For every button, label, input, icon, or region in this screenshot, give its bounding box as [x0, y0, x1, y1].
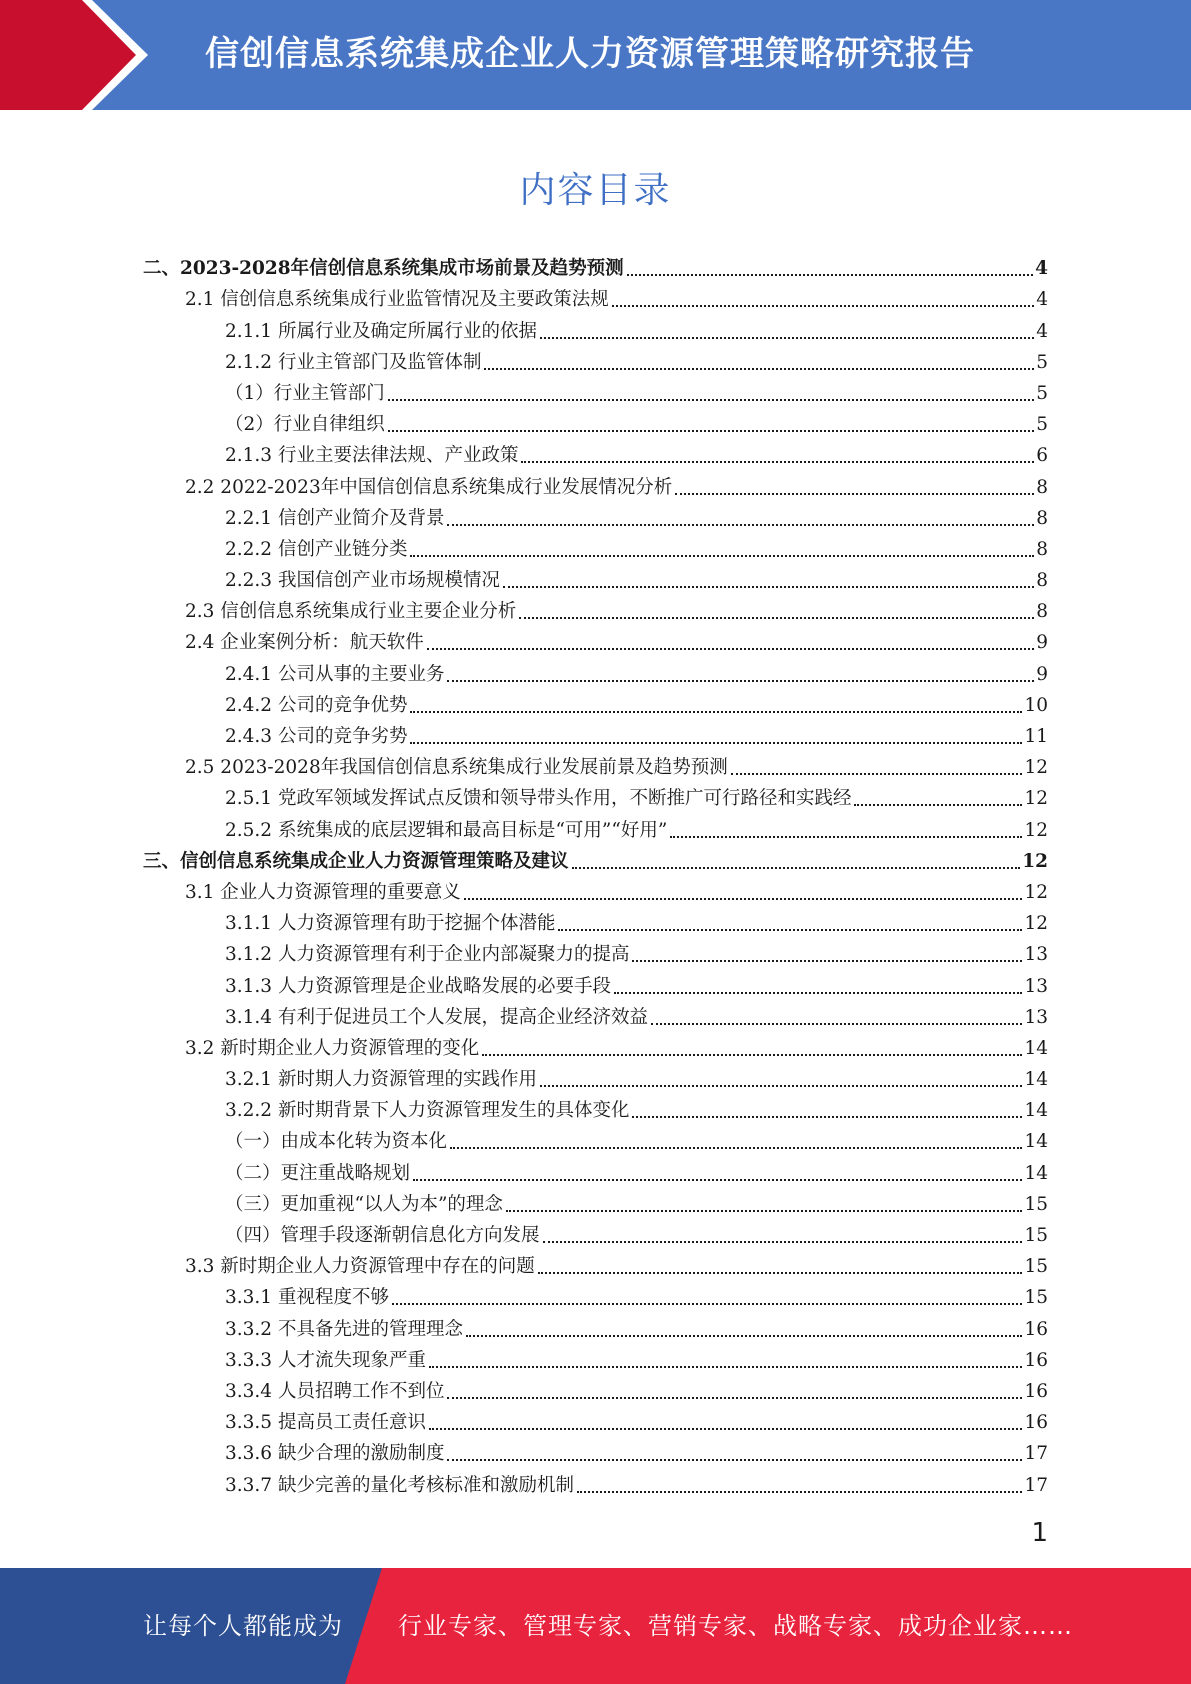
toc-dot-leader: [651, 1023, 1022, 1025]
footer-slogan-left: 让每个人都能成为: [143, 1612, 343, 1640]
toc-entry-page: 12: [1022, 850, 1048, 872]
toc-dot-leader: [577, 1491, 1022, 1493]
toc-entry-page: 5: [1036, 351, 1048, 373]
toc-entry[interactable]: [143, 783, 1048, 814]
toc-dot-leader: [627, 274, 1033, 276]
toc-entry-page: 9: [1036, 632, 1048, 654]
toc-entry[interactable]: [143, 877, 1048, 908]
toc-entry[interactable]: [143, 908, 1048, 939]
toc-entry[interactable]: [143, 627, 1048, 658]
toc-dot-leader: [558, 929, 1022, 931]
toc-dot-leader: [632, 1116, 1022, 1118]
page-number: 1: [1031, 1518, 1048, 1548]
toc-entry[interactable]: [143, 284, 1048, 315]
toc-dot-leader: [540, 1085, 1022, 1087]
toc-dot-leader: [466, 1335, 1022, 1337]
toc-entry-page: 13: [1024, 1006, 1048, 1028]
toc-entry-text: 3.1.3 人力资源管理是企业战略发展的必要手段: [225, 975, 611, 997]
toc-entry[interactable]: [143, 970, 1048, 1001]
toc-entry-page: 12: [1024, 819, 1048, 841]
toc-dot-leader: [427, 648, 1034, 650]
toc-dot-leader: [521, 461, 1034, 463]
toc-entry[interactable]: [143, 1345, 1048, 1376]
toc-entry[interactable]: [143, 1095, 1048, 1126]
toc-dot-leader: [413, 1179, 1022, 1181]
toc-entry-page: 14: [1024, 1037, 1048, 1059]
toc-entry-page: 15: [1024, 1193, 1048, 1215]
toc-dot-leader: [614, 992, 1022, 994]
toc-dot-leader: [392, 1303, 1022, 1305]
toc-entry[interactable]: [143, 658, 1048, 689]
toc-entry-page: 15: [1024, 1256, 1048, 1278]
toc-entry-text: 2.4.3 公司的竞争劣势: [225, 726, 408, 747]
toc-entry[interactable]: [143, 347, 1048, 378]
toc-entry-text: 3.2 新时期企业人力资源管理的变化: [185, 1037, 480, 1059]
toc-entry-page: 10: [1024, 694, 1048, 716]
toc-entry-page: 6: [1036, 445, 1048, 467]
toc-dot-leader: [447, 524, 1034, 526]
toc-dot-leader: [410, 742, 1022, 744]
toc-entry-page: 11: [1024, 726, 1048, 747]
toc-entry-text: （一）由成本化转为资本化: [225, 1131, 448, 1153]
toc-entry-page: 5: [1036, 414, 1048, 436]
toc-entry-text: 2.1.1 所属行业及确定所属行业的依据: [225, 320, 537, 342]
toc-dot-leader: [731, 773, 1023, 775]
toc-entry[interactable]: [143, 378, 1048, 409]
toc-entry[interactable]: [143, 1469, 1048, 1500]
toc-entry-text: 2.3 信创信息系统集成行业主要企业分析: [185, 601, 517, 623]
toc-entry[interactable]: [143, 253, 1048, 284]
toc-entry[interactable]: [143, 596, 1048, 627]
toc-entry-page: 5: [1036, 382, 1048, 404]
toc-dot-leader: [484, 368, 1034, 370]
toc-dot-leader: [429, 1428, 1022, 1430]
toc-entry-text: （三）更加重视“以人为本”的理念: [225, 1193, 503, 1215]
footer-banner: [0, 1568, 1191, 1684]
toc-dot-leader: [543, 1241, 1023, 1243]
toc-entry-text: （二）更注重战略规划: [225, 1162, 411, 1184]
toc-entry-text: 2.5.2 系统集成的底层逻辑和最高目标是“可用”“好用”: [225, 819, 668, 841]
toc-dot-leader: [410, 711, 1022, 713]
header-arrow-decoration: [0, 0, 180, 110]
toc-entry-text: 2.1.3 行业主要法律法规、产业政策: [225, 445, 519, 467]
toc-dot-leader: [612, 305, 1034, 307]
toc-entry-page: 4: [1036, 289, 1048, 311]
toc-entry[interactable]: [143, 409, 1048, 440]
toc-entry[interactable]: [143, 1002, 1048, 1033]
toc-entry-text: 2.5.1 党政军领域发挥试点反馈和领导带头作用，不断推广可行路径和实践经: [225, 788, 852, 810]
toc-entry-page: 8: [1036, 507, 1048, 529]
toc-dot-leader: [447, 680, 1034, 682]
toc-entry-page: 13: [1024, 975, 1048, 997]
toc-dot-leader: [854, 804, 1022, 806]
toc-entry-page: 8: [1036, 538, 1048, 560]
toc-entry-text: 三、信创信息系统集成企业人力资源管理策略及建议: [143, 850, 569, 872]
toc-dot-leader: [670, 836, 1022, 838]
toc-entry-text: 3.1.1 人力资源管理有助于挖掘个体潜能: [225, 913, 556, 935]
toc-entry-text: （2）行业自律组织: [225, 414, 385, 436]
toc-entry-text: 3.1 企业人力资源管理的重要意义: [185, 881, 461, 903]
header-banner: [0, 0, 1191, 110]
toc-entry-page: 14: [1024, 1131, 1048, 1153]
toc-dot-leader: [675, 493, 1034, 495]
toc-entry-page: 16: [1024, 1412, 1048, 1434]
toc-title: 内容目录: [519, 170, 672, 211]
toc-entry-text: 3.3.4 人员招聘工作不到位: [225, 1380, 445, 1402]
toc-entry[interactable]: [143, 1157, 1048, 1188]
toc-entry-text: 3.3.2 不具备先进的管理理念: [225, 1318, 463, 1340]
toc-dot-leader: [447, 1459, 1022, 1461]
toc-entry-text: 二、2023-2028年信创信息系统集成市场前景及趋势预测: [143, 258, 624, 280]
toc-entry-text: 2.1 信创信息系统集成行业监管情况及主要政策法规: [185, 289, 609, 311]
report-title: 信创信息系统集成企业人力资源管理策略研究报告: [205, 34, 975, 74]
toc-entry[interactable]: [143, 1376, 1048, 1407]
toc-entry-text: （四）管理手段逐渐朝信息化方向发展: [225, 1225, 540, 1246]
toc-entry-page: 8: [1036, 601, 1048, 623]
toc-entry-page: 17: [1024, 1474, 1048, 1496]
toc-entry-page: 15: [1024, 1287, 1048, 1309]
toc-entry-text: 2.2.1 信创产业简介及背景: [225, 507, 445, 529]
toc-dot-leader: [632, 960, 1022, 962]
toc-dot-leader: [482, 1054, 1022, 1056]
toc-dot-leader: [450, 1147, 1022, 1149]
toc-entry-text: （1）行业主管部门: [225, 382, 385, 404]
toc-entry-page: 16: [1024, 1380, 1048, 1402]
toc-entry[interactable]: [143, 1220, 1048, 1251]
toc-entry[interactable]: [143, 471, 1048, 502]
toc-entry-text: 3.2.2 新时期背景下人力资源管理发生的具体变化: [225, 1100, 630, 1122]
toc-entry-page: 13: [1024, 944, 1048, 966]
toc-entry[interactable]: [143, 721, 1048, 752]
toc-entry-text: 2.4.2 公司的竞争优势: [225, 694, 408, 716]
toc-entry-text: 2.2.2 信创产业链分类: [225, 538, 408, 560]
toc-entry[interactable]: [143, 440, 1048, 471]
toc-entry-text: 3.1.2 人力资源管理有利于企业内部凝聚力的提高: [225, 944, 630, 966]
toc-entry-page: 17: [1024, 1443, 1048, 1465]
toc-entry-text: 2.4 企业案例分析：航天软件: [185, 632, 424, 654]
table-of-contents: [143, 253, 1048, 1501]
toc-entry-text: 2.4.1 公司从事的主要业务: [225, 663, 445, 685]
toc-entry-page: 16: [1024, 1349, 1048, 1371]
toc-entry[interactable]: [143, 534, 1048, 565]
toc-entry[interactable]: [143, 503, 1048, 534]
toc-entry-page: 16: [1024, 1318, 1048, 1340]
toc-entry-page: 8: [1036, 476, 1048, 498]
toc-entry[interactable]: [143, 939, 1048, 970]
toc-dot-leader: [503, 586, 1034, 588]
toc-entry-page: 8: [1036, 570, 1048, 592]
toc-entry-page: 14: [1024, 1162, 1048, 1184]
toc-entry-text: 3.3.7 缺少完善的量化考核标准和激励机制: [225, 1474, 574, 1496]
toc-entry-page: 4: [1035, 258, 1048, 280]
toc-entry-text: 3.3 新时期企业人力资源管理中存在的问题: [185, 1256, 535, 1278]
toc-dot-leader: [447, 1397, 1022, 1399]
toc-dot-leader: [429, 1366, 1022, 1368]
toc-entry-page: 9: [1036, 663, 1048, 685]
toc-dot-leader: [410, 555, 1034, 557]
toc-entry[interactable]: [143, 1313, 1048, 1344]
toc-dot-leader: [572, 867, 1021, 869]
footer-slogan-right: 行业专家、管理专家、营销专家、战略专家、成功企业家……: [398, 1612, 1073, 1640]
toc-entry[interactable]: [143, 1033, 1048, 1064]
toc-dot-leader: [464, 898, 1023, 900]
toc-entry[interactable]: [143, 565, 1048, 596]
toc-dot-leader: [519, 617, 1034, 619]
toc-entry-text: 3.2.1 新时期人力资源管理的实践作用: [225, 1069, 537, 1091]
toc-entry[interactable]: [143, 1438, 1048, 1469]
toc-entry[interactable]: [143, 1064, 1048, 1095]
toc-entry-page: 4: [1036, 320, 1048, 342]
toc-entry-text: 2.5 2023-2028年我国信创信息系统集成行业发展前景及趋势预测: [185, 757, 728, 779]
toc-entry-text: 3.3.3 人才流失现象严重: [225, 1349, 426, 1371]
toc-entry[interactable]: [143, 846, 1048, 877]
toc-entry[interactable]: [143, 1251, 1048, 1282]
toc-entry[interactable]: [143, 1282, 1048, 1313]
toc-entry-text: 2.2.3 我国信创产业市场规模情况: [225, 570, 500, 592]
toc-entry-text: 3.1.4 有利于促进员工个人发展，提高企业经济效益: [225, 1006, 648, 1028]
toc-entry-page: 12: [1024, 757, 1048, 779]
toc-entry[interactable]: [143, 814, 1048, 845]
toc-entry-text: 3.3.6 缺少合理的激励制度: [225, 1443, 445, 1465]
toc-entry-page: 12: [1024, 881, 1048, 903]
toc-entry-page: 15: [1024, 1225, 1048, 1246]
toc-entry-text: 3.3.5 提高员工责任意识: [225, 1412, 426, 1434]
toc-entry-page: 12: [1024, 913, 1048, 935]
toc-entry[interactable]: [143, 752, 1048, 783]
toc-entry-text: 2.1.2 行业主管部门及监管体制: [225, 351, 482, 373]
toc-entry-page: 14: [1024, 1069, 1048, 1091]
toc-entry[interactable]: [143, 1407, 1048, 1438]
toc-entry-text: 2.2 2022-2023年中国信创信息系统集成行业发展情况分析: [185, 476, 673, 498]
toc-entry[interactable]: [143, 315, 1048, 346]
toc-entry[interactable]: [143, 1126, 1048, 1157]
toc-dot-leader: [540, 337, 1034, 339]
toc-entry[interactable]: [143, 690, 1048, 721]
toc-entry-page: 12: [1024, 788, 1048, 810]
toc-entry-page: 14: [1024, 1100, 1048, 1122]
toc-entry[interactable]: [143, 1189, 1048, 1220]
toc-dot-leader: [506, 1210, 1023, 1212]
toc-dot-leader: [538, 1272, 1023, 1274]
toc-dot-leader: [388, 430, 1034, 432]
toc-dot-leader: [388, 399, 1034, 401]
toc-entry-text: 3.3.1 重视程度不够: [225, 1287, 389, 1309]
